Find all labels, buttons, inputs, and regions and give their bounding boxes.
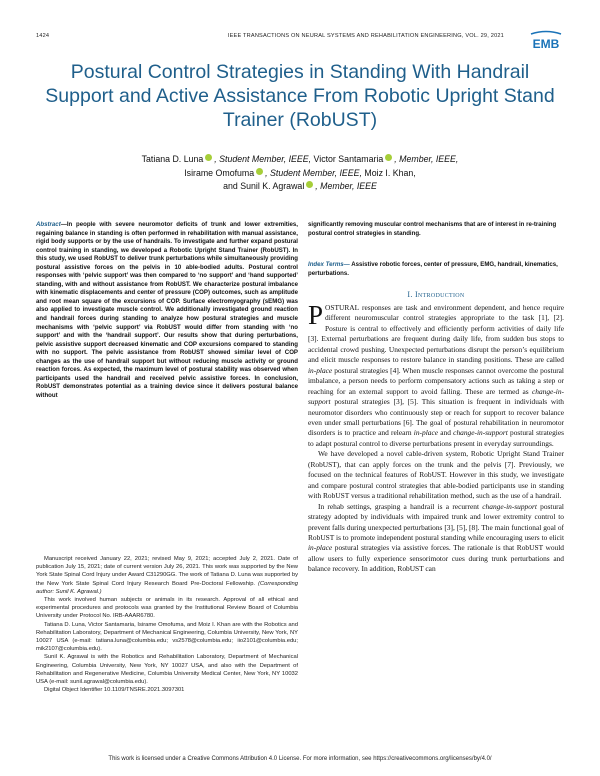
svg-text:EMB: EMB: [532, 37, 560, 51]
footnote-text: Manuscript received January 22, 2021; revised May 9, 2021; accepted July 2, 2021. Date of publication July 15, 2021; date of current version July 26, 2021. This work was supported by the New York State Spinal Cord Injury under Award C31290GG. The work of Tatiana D. Luna was supported by the New York State Spinal Cord Injury Research Board Pre-Doctoral Fellowship.: [36, 556, 298, 587]
journal-name: IEEE TRANSACTIONS ON NEURAL SYSTEMS AND REHABILITATION ENGINEERING, VOL. 29, 2021: [227, 33, 504, 39]
intro-text: In rehab settings, grasping a handrail is a recurrent: [318, 501, 483, 511]
intro-italic: change-in-support: [308, 386, 564, 407]
orcid-icon[interactable]: [205, 154, 212, 161]
abstract-label: Abstract: [36, 221, 61, 228]
abstract-continued: significantly removing muscular control mechanisms that are of interest in re-training postural control strategies in standing.: [308, 221, 557, 237]
author-role: , Student Member, IEEE,: [214, 154, 312, 164]
index-terms-body: Assistive robotic forces, center of pressure, EMG, handrail, kinematics, perturbations.: [308, 261, 558, 277]
footnote: [36, 555, 298, 596]
intro-text: postural strategy adopted by individuals with impaired trunk and lower extremity control to prevent falls during unexpected perturbations [3], [5], [8]. The main functional goal of RobUST is to promote independent postural standing while encouraging users to elicit: [308, 501, 564, 542]
emb-logo: [528, 29, 564, 51]
author-role: , Student Member, IEEE,: [265, 167, 362, 178]
orcid-icon[interactable]: [306, 181, 313, 188]
introduction: [308, 300, 564, 575]
paper-title: Postural Control Strategies in Standing With Handrail Support and Active Assistance From Robotic Upright Stand Trainer (RobUST): [45, 61, 555, 131]
orcid-icon[interactable]: [385, 154, 392, 161]
license-footer: This work is licensed under a Creative Commons Attribution 4.0 License. For more information, see https://creativecommons.org/licenses/by/4.0/: [108, 756, 492, 762]
abstract-separator: —: [60, 221, 67, 228]
author-name: Victor Santamaria: [311, 154, 384, 164]
intro-italic: change-in-support: [453, 428, 508, 438]
index-terms: [308, 261, 564, 278]
intro-italic: in-place: [413, 428, 439, 438]
section-heading: I. Introduction: [407, 290, 465, 299]
author-role: , Member, IEEE,: [394, 154, 459, 164]
running-header: [36, 33, 564, 47]
author-list: [60, 153, 540, 194]
author-name: Moiz I. Khan,: [361, 167, 416, 178]
intro-caps: OSTURAL: [325, 303, 360, 312]
drop-cap: P: [308, 300, 324, 330]
footnotes: [36, 555, 298, 694]
intro-italic: in-place: [308, 365, 333, 375]
footnote-italic: (Corresponding author: Sunil K. Agrawal.): [36, 580, 298, 595]
intro-text: postural strategies [4]. When muscle responses cannot overcome the postural imbalance, a person needs to perform compensatory actions such as taking a step or reaching for an external support to avoid falling. These are termed as: [308, 365, 564, 396]
intro-text: responses are task and environment dependent, and hence require different neuromuscular control strategies appropriate to the task [1], [2]. Posture is central to effectively and efficiently perform activities of daily life [3]. External perturbations are frequent during daily life, from sudden bus stops to accidental crowd pushing. Unexpected perturbations disrupt the person’s equilibrium and elicit muscle responses to restore balance in standing positions. These are called: [308, 303, 564, 365]
intro-italic: in-place: [308, 543, 333, 553]
footnote: Sunil K. Agrawal is with the Robotics and Rehabilitation Laboratory, Department of Mechanical Engineering, Columbia University, New York, NY 10027 USA, and also with the Department of Rehabilitation and Regenerative Medicine, Columbia University Medical Center, New York, NY 10032 USA (e-mail: sunil.agrawal@columbia.edu).: [36, 654, 298, 686]
intro-paragraph: [308, 502, 564, 575]
intro-text: postural strategies to adapt postural control to diverse perturbations present in everyday surroundings.: [308, 428, 564, 448]
intro-paragraph: [308, 300, 564, 449]
author-name: Tatiana D. Luna: [141, 154, 204, 164]
author-name: and Sunil K. Agrawal: [223, 181, 305, 191]
footnote: Tatiana D. Luna, Victor Santamaria, Isirame Omofuma, and Moiz I. Khan are with the Robotics and Rehabilitation Laboratory, Department of Mechanical Engineering, Columbia University, New York, NY 10027 USA (e-mail: tatiana.luna@columbia.edu; vs2578@columbia.edu; iio2101@columbia.edu; mik2107@columbia.edu).: [36, 621, 298, 653]
footnote: This work involved human subjects or animals in its research. Approval of all ethical and experimental procedures and protocols was granted by the Institutional Review Board of Columbia University under Protocol No. IRB-AAAR6780.: [36, 597, 298, 620]
intro-italic: change-in-support: [482, 501, 537, 511]
intro-text: postural strategies [3], [5]. This situation is frequent in individuals with neuromotor disorders who continuously step or reach for support to recover balance even under small perturbations [6]. The goal of postural rehabilitation in neuromotor disorders is to practice and relearn: [308, 397, 564, 438]
index-terms-label: Index Terms—: [308, 261, 350, 268]
intro-paragraph: We have developed a novel cable-driven system, Robotic Upright Stand Trainer (RobUST), that can apply forces on the trunk and the pelvis [7]. Previously, we focused on the technical features of RobUST. However in this study, we investigate and compare postural control strategies that able-bodied participants use in standing with RobUST versus a traditional rehabilitation method, such as the use of a handrail.: [308, 449, 564, 501]
page-number: 1424: [36, 33, 50, 39]
abstract: [36, 221, 298, 400]
footnote: Digital Object Identifier 10.1109/TNSRE.2021.3097301: [44, 687, 185, 694]
orcid-icon[interactable]: [256, 168, 263, 175]
author-role: , Member, IEEE: [315, 181, 377, 191]
intro-text: and: [438, 428, 454, 438]
author-name: Isirame Omofuma: [184, 167, 255, 178]
intro-text: postural strategies via assistive forces. The rationale is that RobUST would allow users to fully experience sensorimotor cues during trunk perturbations and balance recovery. In addition, RobUST can: [308, 543, 564, 574]
abstract-body: In people with severe neuromotor deficits of trunk and lower extremities, regaining balance in standing is often performed in rehabilitation with manual assistance, rigid body supports or by the use of handrails. To investigate and further expand postural control training in standing, we developed a Robotic Upright Stand Trainer (RobUST). In this study, we used RobUST to deliver trunk perturbations while simultaneously providing postural assistive forces on the pelvis in 10 able-bodied adults. Postural control responses with ‘pelvic support’ was then compared to ‘no support’ and ‘hand supported’ standing, with and without assistance from RobUST. We characterize postural imbalance with kinematic displacements and center of pressure (COP) outcomes, such as amplitude and root mean square of the excursions of COP. Surface electromyography (sEMG) was also applied to investigate muscle control. We additionally investigated ground reaction and handrail forces during standing to analyze how postural strategies and muscle mechanisms with ‘pelvic support’ via RobUST would differ from standing with ‘no support’ and with the ‘handrail support’. Our results show that during perturbations, pelvic assistive support decreased kinematic and COP excursions compared to standing with no support. The pelvic assistance from RobUST showed similar level of COP changes as the use of handrail support but without reducing muscle activity or ground reaction forces. As expected, the maximum level of postural stability was observed when participants used the handrail and received pelvic assistive forces. In conclusion, RobUST demonstrates potential as a training device since it delivers postural balance without: [36, 221, 298, 399]
